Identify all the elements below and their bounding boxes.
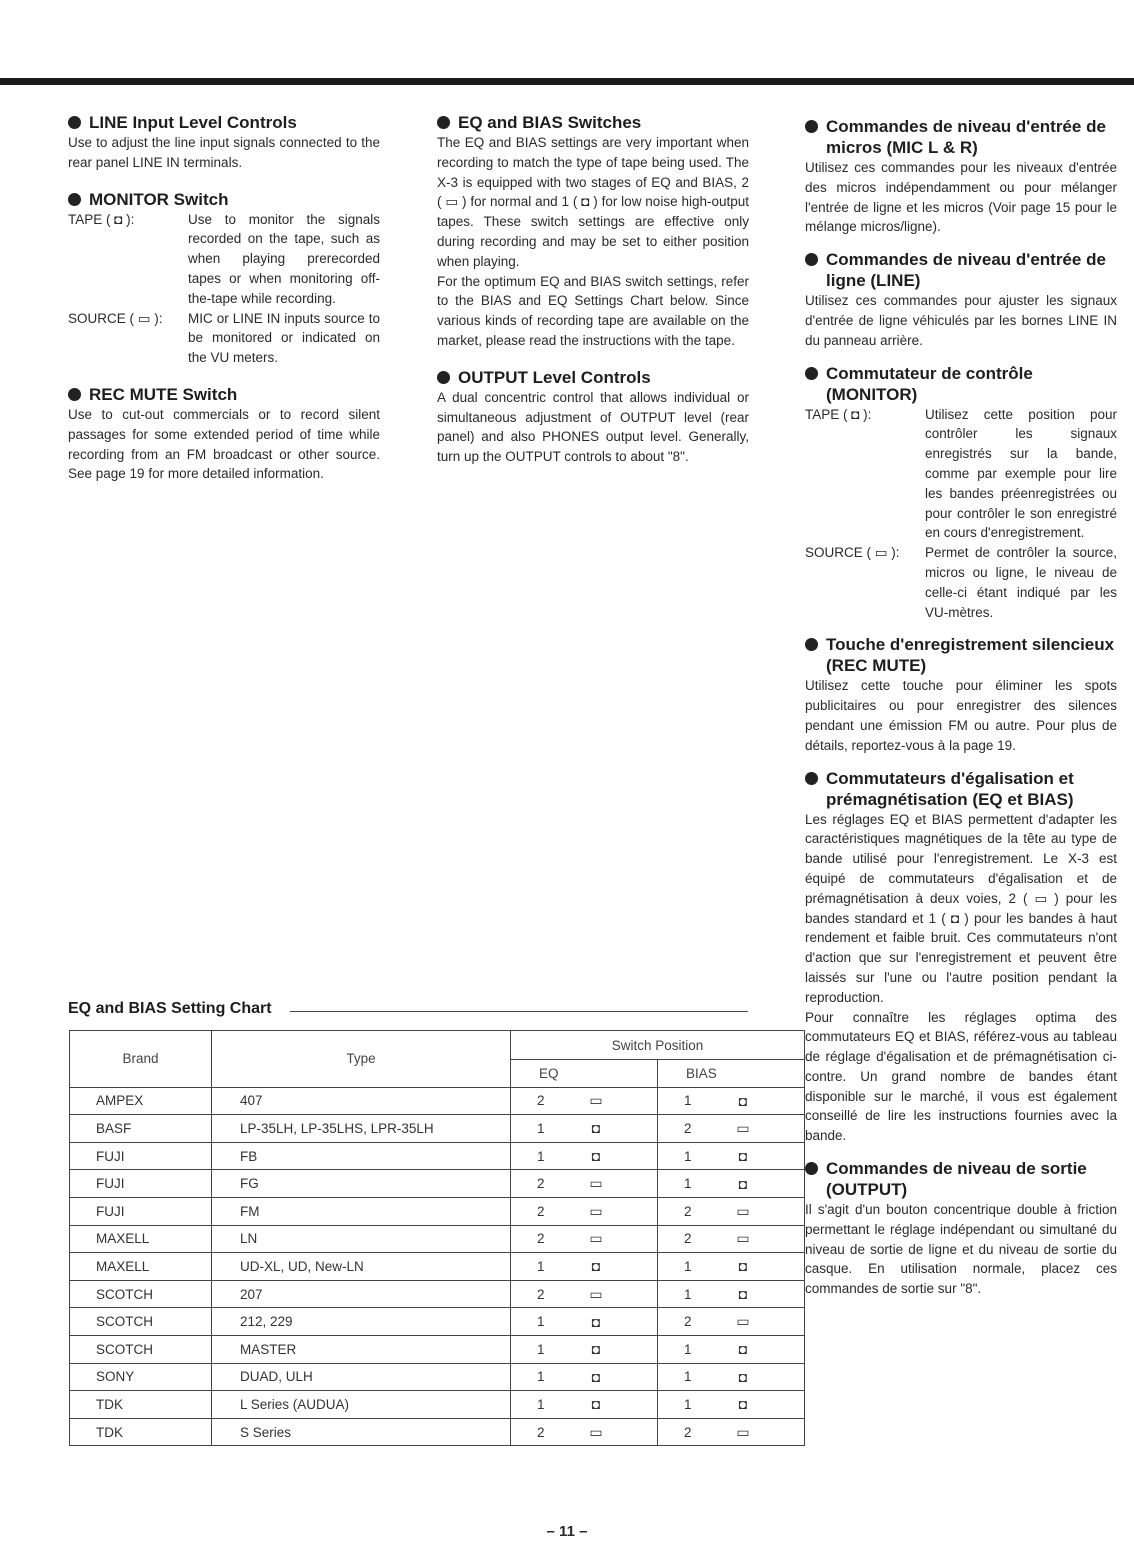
bias-value: 1 xyxy=(684,1341,692,1357)
bias-cell xyxy=(658,1308,805,1336)
table-row xyxy=(70,1253,805,1281)
low-noise-tape-icon: ◘ xyxy=(591,1120,601,1137)
bias-cell xyxy=(658,1197,805,1225)
section-body: The EQ and BIAS settings are very important when recording to match the type of tape being used. The X-3 is equipped with two stages of EQ and BIAS, 2 ( ▭ ) for normal and 1 ( ◘ ) for low noise high-output tapes. These switch settings are effective only during recording and may be set to either position when playing. xyxy=(437,135,749,269)
bullet-icon xyxy=(437,116,450,129)
bias-value: 2 xyxy=(684,1424,692,1440)
bullet-icon xyxy=(805,772,818,785)
bullet-icon xyxy=(805,1162,818,1175)
low-noise-tape-icon: ◘ xyxy=(738,1286,748,1303)
section-body: Les réglages EQ et BIAS permettent d'adapter les caractéristiques magnétiques de la tête au type de bande utilisé pour l'enregistrement. Le X-3 est équipé de commutateurs d'égalisation et de prémagnétisation à deux voies, 2 ( ▭ ) pour les bandes standard et 1 ( ◘ ) pour les bandes à haut rendement et faible bruit. Ces commutateurs n'ont d'action que sur l'enregistrement et peuvent être laissés sur l'une ou l'autre position pendant la reproduction. xyxy=(805,811,1117,1005)
type-cell: 207 xyxy=(212,1280,511,1308)
eq-cell xyxy=(511,1280,658,1308)
section-body: Utilisez cette touche pour éliminer les spots publicitaires ou pour enregistrer des silences pendant une émission FM ou autre. Pour plus de détails, reportez-vous à la page 19. xyxy=(805,678,1117,753)
bullet-icon xyxy=(805,638,818,651)
table-row xyxy=(70,1170,805,1198)
source-text: MIC or LINE IN inputs source to be monitored or indicated on the VU meters. xyxy=(188,310,380,366)
bias-value: 1 xyxy=(684,1286,692,1302)
bias-cell xyxy=(658,1225,805,1253)
eq-value: 1 xyxy=(537,1369,545,1385)
low-noise-tape-icon: ◘ xyxy=(738,1258,748,1275)
section-fr-eq-bias xyxy=(805,768,1117,1147)
low-noise-tape-icon: ◘ xyxy=(738,1092,748,1109)
section-eq-bias xyxy=(437,112,749,351)
header-eq: EQ xyxy=(511,1060,658,1088)
section-title: OUTPUT Level Controls xyxy=(458,367,651,387)
section-fr-line xyxy=(805,249,1117,350)
tape-label: TAPE ( ◘ ): xyxy=(68,211,135,227)
type-cell: FM xyxy=(212,1197,511,1225)
table-row xyxy=(70,1391,805,1419)
section-title: Commandes de niveau d'entrée de ligne (LINE) xyxy=(826,250,1106,291)
eq-cell xyxy=(511,1308,658,1336)
eq-value: 1 xyxy=(537,1341,545,1357)
eq-value: 2 xyxy=(537,1176,545,1192)
bullet-icon xyxy=(68,116,81,129)
section-body: A dual concentric control that allows individual or simultaneous adjustment of OUTPUT level (rear panel) and also PHONES output level. Generally, turn up the OUTPUT controls to about "8". xyxy=(437,389,749,465)
eq-value: 2 xyxy=(537,1286,545,1302)
section-body: Use to cut-out commercials or to record silent passages for some extended period of time while recording from an FM broadcast or other source. See page 19 for more detailed information. xyxy=(68,406,380,482)
bias-cell xyxy=(658,1391,805,1419)
section-title: EQ and BIAS Switches xyxy=(458,113,642,132)
eq-cell xyxy=(511,1197,658,1225)
brand-cell: FUJI xyxy=(70,1142,212,1170)
eq-cell xyxy=(511,1335,658,1363)
table-row xyxy=(70,1335,805,1363)
normal-tape-icon: ▭ xyxy=(589,1285,603,1302)
bias-value: 1 xyxy=(684,1093,692,1109)
header-switch-position: Switch Position xyxy=(511,1031,805,1060)
header-bias: BIAS xyxy=(658,1060,805,1088)
type-cell: DUAD, ULH xyxy=(212,1363,511,1391)
top-rule xyxy=(0,78,1134,85)
type-cell: MASTER xyxy=(212,1335,511,1363)
type-cell: FB xyxy=(212,1142,511,1170)
eq-cell xyxy=(511,1087,658,1115)
low-noise-tape-icon: ◘ xyxy=(591,1148,601,1165)
normal-tape-icon: ▭ xyxy=(589,1175,603,1192)
tape-text: Utilisez cette position pour contrôler les signaux enregistrés sur la bande, comme par exemple pour lire les bandes préenregistrées ou pour contrôler le son enregistré en cours d'enregistrement. xyxy=(925,406,1117,541)
type-cell: L Series (AUDUA) xyxy=(212,1391,511,1419)
page-number: – 11 – xyxy=(546,1523,588,1540)
brand-cell: MAXELL xyxy=(70,1225,212,1253)
section-title: Commandes de niveau de sortie (OUTPUT) xyxy=(826,1159,1087,1200)
eq-cell xyxy=(511,1391,658,1419)
eq-value: 1 xyxy=(537,1120,545,1136)
table-row xyxy=(70,1280,805,1308)
brand-cell: FUJI xyxy=(70,1170,212,1198)
table-row xyxy=(70,1363,805,1391)
table-row xyxy=(70,1115,805,1143)
low-noise-tape-icon: ◘ xyxy=(591,1341,601,1358)
bias-cell xyxy=(658,1115,805,1143)
eq-value: 2 xyxy=(537,1093,545,1109)
bias-cell xyxy=(658,1142,805,1170)
eq-cell xyxy=(511,1225,658,1253)
middle-column xyxy=(437,112,749,483)
eq-cell xyxy=(511,1142,658,1170)
bias-cell xyxy=(658,1418,805,1446)
bullet-icon xyxy=(805,120,818,133)
brand-cell: MAXELL xyxy=(70,1253,212,1281)
low-noise-tape-icon: ◘ xyxy=(591,1258,601,1275)
bias-value: 1 xyxy=(684,1369,692,1385)
eq-cell xyxy=(511,1418,658,1446)
bias-cell xyxy=(658,1253,805,1281)
eq-value: 2 xyxy=(537,1203,545,1219)
section-body: Il s'agit d'un bouton concentrique double à friction permettant le réglage indépendant ou simultané du niveau de sortie de ligne et du niveau de sortie du casque. En utilisation normale, placez ces commandes de sortie sur "8". xyxy=(805,1202,1117,1297)
section-body: Utilisez ces commandes pour ajuster les signaux d'entrée de ligne véhiculés par les bornes LINE IN du panneau arrière. xyxy=(805,293,1117,348)
bias-value: 1 xyxy=(684,1396,692,1412)
bias-value: 2 xyxy=(684,1203,692,1219)
chart-title-rule xyxy=(290,1011,748,1012)
normal-tape-icon: ▭ xyxy=(736,1119,750,1136)
section-output xyxy=(437,367,749,467)
eq-value: 1 xyxy=(537,1148,545,1164)
brand-cell: SCOTCH xyxy=(70,1280,212,1308)
bullet-icon xyxy=(68,193,81,206)
section-title: LINE Input Level Controls xyxy=(89,113,297,132)
tape-text: Use to monitor the signals recorded on the tape, such as when playing prerecorded tapes or when monitoring off-the-tape while recording. xyxy=(188,211,380,306)
type-cell: FG xyxy=(212,1170,511,1198)
section-monitor xyxy=(68,189,380,368)
eq-bias-chart xyxy=(69,1030,805,1446)
header-brand: Brand xyxy=(70,1031,212,1088)
source-label: SOURCE ( ▭ ): xyxy=(68,310,163,326)
bias-value: 1 xyxy=(684,1176,692,1192)
source-label: SOURCE ( ▭ ): xyxy=(805,545,900,561)
section-body: Utilisez ces commandes pour les niveaux d'entrée des micros indépendamment ou pour mélanger l'entrée de ligne et les micros (Voir page 15 pour le mélange micros/ligne). xyxy=(805,160,1117,235)
section-body-2: For the optimum EQ and BIAS switch settings, refer to the BIAS and EQ Settings Chart below. Since various kinds of recording tape are available on the market, please read the instructions with the tape. xyxy=(437,273,749,348)
source-text: Permet de contrôler la source, micros ou ligne, le niveau de celle-ci étant indiqué par les VU-mètres. xyxy=(925,545,1117,620)
bias-cell xyxy=(658,1087,805,1115)
low-noise-tape-icon: ◘ xyxy=(738,1368,748,1385)
eq-cell xyxy=(511,1170,658,1198)
brand-cell: SCOTCH xyxy=(70,1308,212,1336)
section-fr-rec-mute xyxy=(805,634,1117,755)
brand-cell: AMPEX xyxy=(70,1087,212,1115)
section-rec-mute xyxy=(68,384,380,484)
table-row xyxy=(70,1418,805,1446)
bullet-icon xyxy=(805,253,818,266)
bullet-icon xyxy=(437,371,450,384)
bias-cell xyxy=(658,1363,805,1391)
section-title: REC MUTE Switch xyxy=(89,384,238,404)
bullet-icon xyxy=(68,388,81,401)
normal-tape-icon: ▭ xyxy=(589,1423,603,1440)
eq-value: 1 xyxy=(537,1258,545,1274)
normal-tape-icon: ▭ xyxy=(589,1092,603,1109)
type-cell: 407 xyxy=(212,1087,511,1115)
bias-value: 2 xyxy=(684,1231,692,1247)
table-row xyxy=(70,1142,805,1170)
type-cell: LN xyxy=(212,1225,511,1253)
low-noise-tape-icon: ◘ xyxy=(738,1148,748,1165)
eq-cell xyxy=(511,1115,658,1143)
normal-tape-icon: ▭ xyxy=(736,1202,750,1219)
bias-value: 1 xyxy=(684,1258,692,1274)
normal-tape-icon: ▭ xyxy=(736,1230,750,1247)
section-title: Touche d'enregistrement silencieux (REC MUTE) xyxy=(826,635,1115,676)
table-row xyxy=(70,1087,805,1115)
section-fr-mic xyxy=(805,116,1117,237)
low-noise-tape-icon: ◘ xyxy=(738,1396,748,1413)
brand-cell: TDK xyxy=(70,1418,212,1446)
section-fr-monitor xyxy=(805,363,1117,623)
type-cell: 212, 229 xyxy=(212,1308,511,1336)
bias-cell xyxy=(658,1335,805,1363)
type-cell: S Series xyxy=(212,1418,511,1446)
bullet-icon xyxy=(805,367,818,380)
section-body: Use to adjust the line input signals connected to the rear panel LINE IN terminals. xyxy=(68,135,380,170)
normal-tape-icon: ▭ xyxy=(589,1230,603,1247)
type-cell: LP-35LH, LP-35LHS, LPR-35LH xyxy=(212,1115,511,1143)
brand-cell: TDK xyxy=(70,1391,212,1419)
table-row xyxy=(70,1225,805,1253)
normal-tape-icon: ▭ xyxy=(736,1313,750,1330)
chart-title: EQ and BIAS Setting Chart xyxy=(68,1000,272,1017)
tape-label: TAPE ( ◘ ): xyxy=(805,406,872,422)
low-noise-tape-icon: ◘ xyxy=(738,1341,748,1358)
bias-cell xyxy=(658,1280,805,1308)
brand-cell: FUJI xyxy=(70,1197,212,1225)
normal-tape-icon: ▭ xyxy=(589,1202,603,1219)
type-cell: UD-XL, UD, New-LN xyxy=(212,1253,511,1281)
eq-value: 1 xyxy=(537,1396,545,1412)
bias-value: 1 xyxy=(684,1148,692,1164)
table-row xyxy=(70,1197,805,1225)
brand-cell: SCOTCH xyxy=(70,1335,212,1363)
section-title: Commutateur de contrôle (MONITOR) xyxy=(826,363,1033,404)
section-title: Commandes de niveau d'entrée de micros (MIC L & R) xyxy=(826,117,1106,157)
eq-cell xyxy=(511,1363,658,1391)
section-fr-output xyxy=(805,1158,1117,1299)
eq-value: 2 xyxy=(537,1231,545,1247)
section-title: Commutateurs d'égalisation et prémagnétisation (EQ et BIAS) xyxy=(826,768,1074,809)
brand-cell: BASF xyxy=(70,1115,212,1143)
low-noise-tape-icon: ◘ xyxy=(591,1313,601,1330)
brand-cell: SONY xyxy=(70,1363,212,1391)
low-noise-tape-icon: ◘ xyxy=(591,1368,601,1385)
eq-value: 2 xyxy=(537,1424,545,1440)
bias-cell xyxy=(658,1170,805,1198)
header-type: Type xyxy=(212,1031,511,1088)
section-title: MONITOR Switch xyxy=(89,189,229,209)
eq-value: 1 xyxy=(537,1314,545,1330)
bias-value: 2 xyxy=(684,1314,692,1330)
section-body-2: Pour connaître les réglages optima des commutateurs EQ et BIAS, référez-vous au tableau de réglage d'égalisation et de prémagnétisation ci-contre. Un grand nombre de bandes étant disponible sur le marché, il vous est également conseillé de lire les instructions fournies avec la bande. xyxy=(805,1009,1117,1144)
bias-value: 2 xyxy=(684,1120,692,1136)
section-line-input xyxy=(68,112,380,173)
eq-cell xyxy=(511,1253,658,1281)
right-column xyxy=(805,116,1117,1315)
low-noise-tape-icon: ◘ xyxy=(591,1396,601,1413)
low-noise-tape-icon: ◘ xyxy=(738,1175,748,1192)
left-column xyxy=(68,112,380,500)
table-row xyxy=(70,1308,805,1336)
normal-tape-icon: ▭ xyxy=(736,1423,750,1440)
